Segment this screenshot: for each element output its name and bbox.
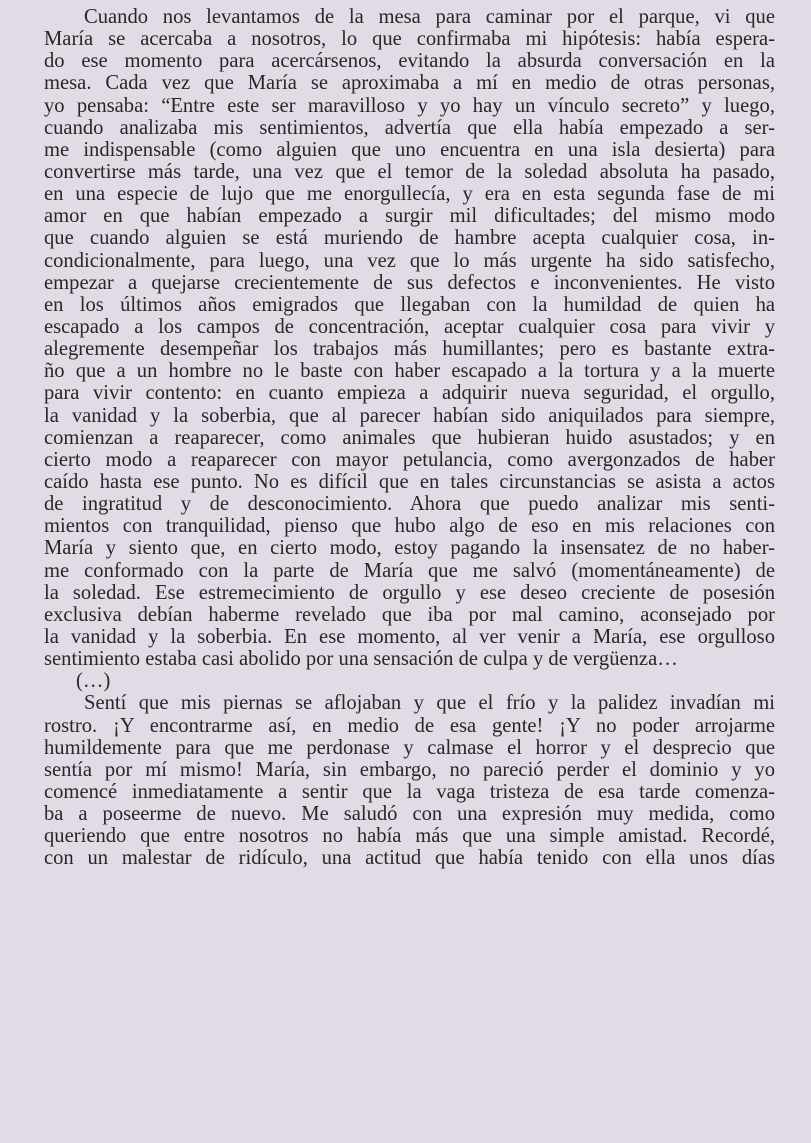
- text-line: do ese momento para acercársenos, evitando la absurda conversación en la: [44, 50, 775, 73]
- text-line: sentía por mí mismo! María, sin embargo, no pareció perder el dominio y yo: [44, 758, 775, 781]
- text-line: me indispensable (como alguien que uno encuentra en una isla desierta) para: [44, 138, 775, 161]
- text-line: la soledad. Ese estremecimiento de orgullo y ese deseo creciente de posesión: [44, 581, 775, 604]
- text-line: para vivir contento: en cuanto empieza a adquirir nueva seguridad, el orgullo,: [44, 382, 775, 405]
- text-line: la vanidad y la soberbia. En ese momento, al ver venir a María, ese orgulloso: [44, 625, 775, 648]
- text-line: condicionalmente, para luego, una vez que lo más urgente ha sido satisfecho,: [44, 249, 775, 272]
- text-line: cierto modo a reaparecer con mayor petulancia, como avergonzados de haber: [44, 448, 775, 471]
- text-line: caído hasta ese punto. No es difícil que en tales circunstancias se asista a actos: [44, 470, 775, 493]
- text-line: de ingratitud y de desconocimiento. Ahora que puedo analizar mis senti-: [44, 493, 775, 516]
- text-line: exclusiva debían haberme revelado que iba por mal camino, aconsejado por: [44, 603, 775, 626]
- text-line: ño que a un hombre no le baste con haber escapado a la tortura y a la muerte: [44, 360, 775, 383]
- text-line: queriendo que entre nosotros no había más que una simple amistad. Recordé,: [44, 825, 775, 848]
- text-line: María se acercaba a nosotros, lo que confirmaba mi hipótesis: había espera-: [44, 28, 775, 51]
- text-line: humildemente para que me perdonase y calmase el horror y el desprecio que: [44, 736, 775, 759]
- text-line: ba a poseerme de nuevo. Me saludó con una expresión muy medida, como: [44, 803, 775, 826]
- text-line: comencé inmediatamente a sentir que la vaga tristeza de esa tarde comenza-: [44, 780, 775, 803]
- text-line: Cuando nos levantamos de la mesa para caminar por el parque, vi que: [84, 6, 775, 28]
- text-line: con un malestar de ridículo, una actitud que había tenido con ella unos días: [44, 847, 775, 870]
- text-line: sentimiento estaba casi abolido por una sensación de culpa y de vergüenza…: [44, 648, 678, 671]
- text-line: convertirse más tarde, una vez que el temor de la soledad absoluta ha pasado,: [44, 160, 775, 183]
- paragraph-2: [44, 692, 775, 869]
- text-line: que cuando alguien se está muriendo de hambre acepta cualquier cosa, in-: [44, 227, 775, 250]
- text-line: yo pensaba: “Entre este ser maravilloso y yo hay un vínculo secreto” y luego,: [44, 94, 775, 117]
- section-ellipsis: (…): [76, 670, 111, 693]
- text-line: Sentí que mis piernas se aflojaban y que el frío y la palidez invadían mi: [84, 692, 775, 715]
- text-line: en los últimos años emigrados que llegaban con la humildad de quien ha: [44, 293, 775, 316]
- text-line: cuando analizaba mis sentimientos, advertía que ella había empezado a ser-: [44, 116, 775, 139]
- text-line: mesa. Cada vez que María se aproximaba a mí en medio de otras personas,: [44, 72, 775, 95]
- text-line: empezar a quejarse crecientemente de sus defectos e inconvenientes. He visto: [44, 271, 775, 294]
- text-line: en una especie de lujo que me enorgullecía, y era en esta segunda fase de mi: [44, 183, 775, 206]
- text-line: rostro. ¡Y encontrarme así, en medio de esa gente! ¡Y no poder arrojarme: [44, 714, 775, 737]
- text-line: mientos con tranquilidad, pienso que hubo algo de eso en mis relaciones con: [44, 515, 775, 538]
- text-line: me conformado con la parte de María que me salvó (momentáneamente) de: [44, 559, 775, 582]
- text-line: María y siento que, en cierto modo, estoy pagando la insensatez de no haber-: [44, 537, 775, 560]
- text-line: alegremente desempeñar los trabajos más humillantes; pero es bastante extra-: [44, 338, 775, 361]
- text-line: escapado a los campos de concentración, aceptar cualquier cosa para vivir y: [44, 315, 775, 338]
- text-line: comienzan a reaparecer, como animales que hubieran huido asustados; y en: [44, 426, 775, 449]
- text-line: la vanidad y la soberbia, que al parecer habían sido aniquilados para siempre,: [44, 404, 775, 427]
- text-line: amor en que habían empezado a surgir mil dificultades; del mismo modo: [44, 205, 775, 228]
- paragraph-1: [44, 6, 775, 670]
